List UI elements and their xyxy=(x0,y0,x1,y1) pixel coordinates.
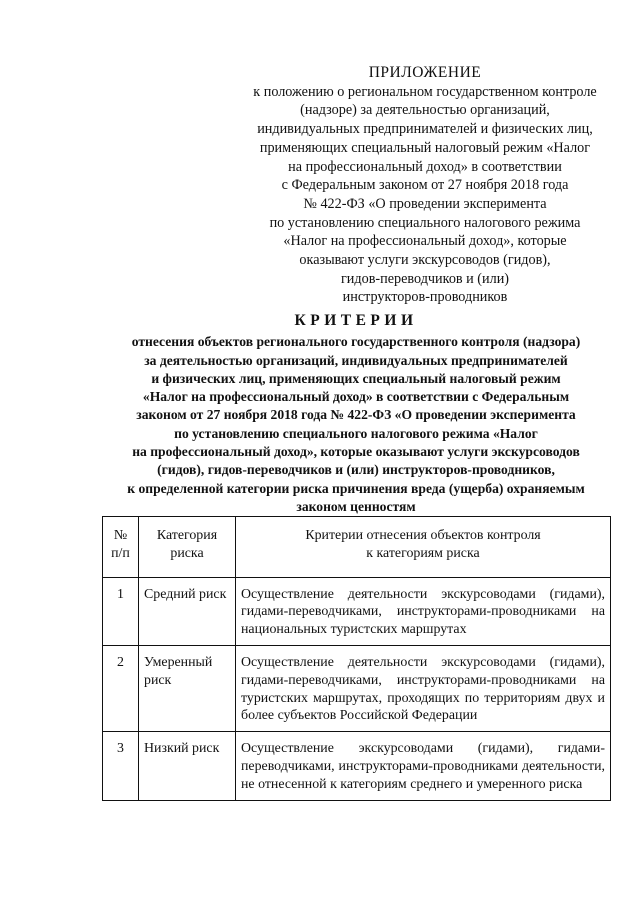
header-category-line2: риска xyxy=(170,545,204,561)
appendix-line: № 422-ФЗ «О проведении эксперимента xyxy=(303,195,547,212)
row-category: Умеренный риск xyxy=(139,645,236,731)
criteria-line: «Налог на профессиональный доход» в соответствии с Федеральным xyxy=(142,389,570,405)
row-number: 2 xyxy=(103,645,139,731)
header-criteria-line2: к категориям риска xyxy=(366,545,480,561)
criteria-line: к определенной категории риска причинения вреда (ущерба) охраняемым xyxy=(127,480,585,496)
row-number: 1 xyxy=(103,577,139,645)
appendix-line: с Федеральным законом от 27 ноября 2018 года xyxy=(281,177,569,194)
appendix-line: (надзоре) за деятельностью организаций, xyxy=(300,102,550,119)
appendix-line: «Налог на профессиональный доход», которые xyxy=(283,233,567,250)
table-header-row xyxy=(103,517,611,578)
header-category xyxy=(139,517,236,578)
header-criteria xyxy=(236,517,611,578)
row-criteria: Осуществление деятельности экскурсоводами (гидами), гидами-переводчиками, инструкторами-проводниками на туристских маршрутах, проходящих по территориям двух и более субъектов Российской Федерации xyxy=(236,645,611,731)
criteria-line: по установлению специального налогового режима «Налог xyxy=(174,425,538,441)
table-row xyxy=(103,577,611,645)
table-row xyxy=(103,645,611,731)
appendix-line: по установлению специального налогового режима xyxy=(269,214,581,231)
header-number-line1: № xyxy=(113,528,128,543)
header-number xyxy=(103,517,139,578)
row-criteria: Осуществление экскурсоводами (гидами), гидами-переводчиками, инструкторами-проводниками деятельности, не отнесенной к категориям среднего и умеренного риска xyxy=(236,732,611,800)
header-category-line1: Категория xyxy=(156,528,218,543)
appendix-line: к положению о региональном государственном контроле xyxy=(253,83,597,100)
criteria-block xyxy=(86,312,626,516)
appendix-line: гидов-переводчиков и (или) xyxy=(340,270,510,287)
appendix-line: инструкторов-проводников xyxy=(342,289,508,306)
appendix-block xyxy=(200,64,640,307)
row-category: Низкий риск xyxy=(139,732,236,800)
criteria-line: законом от 27 ноября 2018 года № 422-ФЗ «О проведении эксперимента xyxy=(136,407,576,423)
criteria-line: и физических лиц, применяющих специальный налоговый режим xyxy=(151,370,561,386)
appendix-line: применяющих специальный налоговый режим «Налог xyxy=(259,139,591,156)
criteria-line: на профессиональный доход», которые оказывают услуги экскурсоводов xyxy=(132,444,580,460)
row-criteria: Осуществление деятельности экскурсоводами (гидами), гидами-переводчиками, инструкторами-проводниками на национальных туристских маршрутах xyxy=(236,577,611,645)
table-row xyxy=(103,732,611,800)
criteria-line: за деятельностью организаций, индивидуальных предпринимателей xyxy=(144,352,568,368)
criteria-line: отнесения объектов регионального государственного контроля (надзора) xyxy=(131,334,581,350)
criteria-line: законом ценностям xyxy=(296,498,416,514)
appendix-heading: ПРИЛОЖЕНИЕ xyxy=(368,64,482,81)
criteria-line: (гидов), гидов-переводчиков и (или) инструкторов-проводников, xyxy=(157,462,555,478)
appendix-line: оказывают услуги экскурсоводов (гидов), xyxy=(299,252,551,269)
criteria-title: КРИТЕРИИ xyxy=(294,312,418,329)
row-number: 3 xyxy=(103,732,139,800)
appendix-line: индивидуальных предпринимателей и физических лиц, xyxy=(257,121,593,138)
header-number-line2: п/п xyxy=(111,545,130,561)
appendix-line: на профессиональный доход» в соответствии xyxy=(288,158,562,175)
risk-criteria-table xyxy=(102,516,611,801)
row-category: Средний риск xyxy=(139,577,236,645)
header-criteria-line1: Критерии отнесения объектов контроля xyxy=(305,528,541,543)
